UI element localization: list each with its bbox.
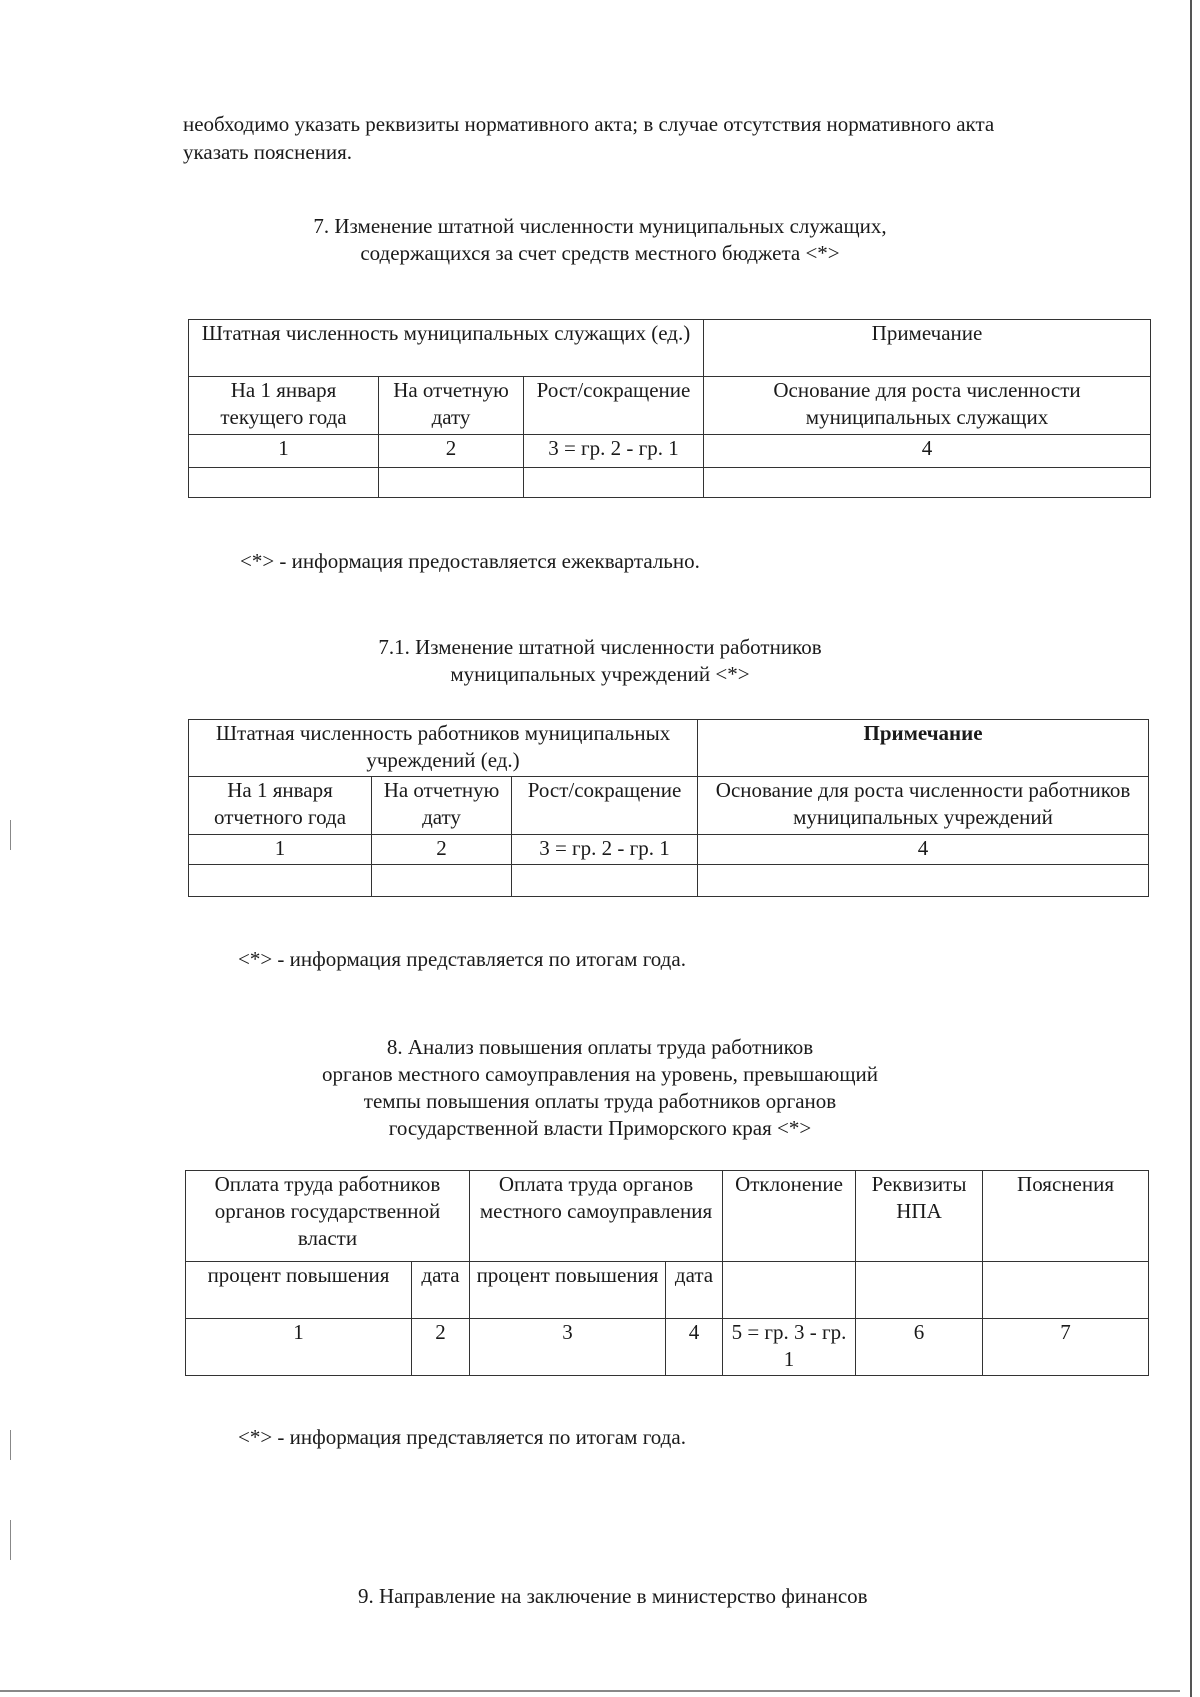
col-jan1: На 1 января отчетного года [189, 777, 372, 835]
empty-cell [189, 865, 372, 897]
empty-cell [372, 865, 512, 897]
empty-cell [524, 468, 704, 498]
num-cell: 4 [704, 435, 1151, 468]
section-7-footnote: <*> - информация предоставляется ежеквартально. [240, 549, 700, 573]
num-cell: 1 [189, 435, 379, 468]
scan-mark [10, 1520, 11, 1560]
num-cell: 5 = гр. 3 - гр. 1 [723, 1319, 856, 1376]
scan-mark [10, 820, 11, 850]
col-jan1: На 1 января текущего года [189, 377, 379, 435]
section-8-footnote: <*> - информация представляется по итогам года. [238, 1425, 686, 1449]
num-cell: 4 [666, 1319, 723, 1376]
title-line: органов местного самоуправления на уровень, превышающий [322, 1062, 878, 1086]
scan-mark [10, 1430, 11, 1460]
title-line: государственной власти Приморского края <*> [388, 1116, 812, 1140]
section-8-table [185, 1170, 1149, 1376]
empty-cell [512, 865, 698, 897]
title-line: содержащихся за счет средств местного бюджета <*> [360, 241, 840, 265]
header-deviation: Отклонение [723, 1171, 856, 1262]
empty-cell [698, 865, 1149, 897]
title-line: муниципальных учреждений <*> [450, 662, 750, 686]
intro-line: необходимо указать реквизиты нормативного акта; в случае отсутствия нормативного акта [183, 112, 995, 136]
col-report-date: На отчетную дату [379, 377, 524, 435]
num-cell: 3 = гр. 2 - гр. 1 [524, 435, 704, 468]
sub-date: дата [666, 1262, 723, 1319]
col-basis: Основание для роста численности муниципальных служащих [704, 377, 1151, 435]
empty-cell [189, 468, 379, 498]
section-71-table [188, 719, 1149, 897]
section-71-title [0, 634, 1200, 688]
intro-line: указать пояснения. [183, 140, 353, 164]
empty-cell [983, 1262, 1149, 1319]
sub-date: дата [412, 1262, 470, 1319]
title-line: 7.1. Изменение штатной численности работников [378, 635, 822, 659]
header-gov-pay: Оплата труда работников органов государственной власти [186, 1171, 470, 1262]
intro-paragraph [183, 110, 1143, 166]
num-cell: 4 [698, 835, 1149, 865]
empty-cell [379, 468, 524, 498]
num-cell: 2 [412, 1319, 470, 1376]
section-71-footnote: <*> - информация представляется по итогам года. [238, 947, 686, 971]
header-npa: Реквизиты НПА [856, 1171, 983, 1262]
col-growth: Рост/сокращение [512, 777, 698, 835]
section-7-title [0, 213, 1200, 267]
header-explanations: Пояснения [983, 1171, 1149, 1262]
sub-percent: процент повышения [470, 1262, 666, 1319]
num-cell: 6 [856, 1319, 983, 1376]
title-line: 8. Анализ повышения оплаты труда работников [386, 1035, 814, 1059]
section-9-title: 9. Направление на заключение в министерство финансов [358, 1584, 868, 1608]
num-cell: 2 [372, 835, 512, 865]
num-cell: 3 [470, 1319, 666, 1376]
page-edge-bottom [0, 1690, 1180, 1692]
num-cell: 1 [189, 835, 372, 865]
header-staff-count: Штатная численность муниципальных служащих (ед.) [189, 320, 704, 377]
section-8-title [0, 1034, 1200, 1142]
num-cell: 7 [983, 1319, 1149, 1376]
section-7-table [188, 319, 1151, 498]
num-cell: 3 = гр. 2 - гр. 1 [512, 835, 698, 865]
header-staff-count: Штатная численность работников муниципальных учреждений (ед.) [189, 720, 698, 777]
header-note: Примечание [704, 320, 1151, 377]
empty-cell [856, 1262, 983, 1319]
title-line: 7. Изменение штатной численности муниципальных служащих, [313, 214, 887, 238]
empty-cell [723, 1262, 856, 1319]
col-growth: Рост/сокращение [524, 377, 704, 435]
empty-cell [704, 468, 1151, 498]
num-cell: 2 [379, 435, 524, 468]
header-note: Примечание [698, 720, 1149, 777]
sub-percent: процент повышения [186, 1262, 412, 1319]
num-cell: 1 [186, 1319, 412, 1376]
title-line: темпы повышения оплаты труда работников органов [363, 1089, 837, 1113]
col-basis: Основание для роста численности работников муниципальных учреждений [698, 777, 1149, 835]
col-report-date: На отчетную дату [372, 777, 512, 835]
header-local-pay: Оплата труда органов местного самоуправления [470, 1171, 723, 1262]
